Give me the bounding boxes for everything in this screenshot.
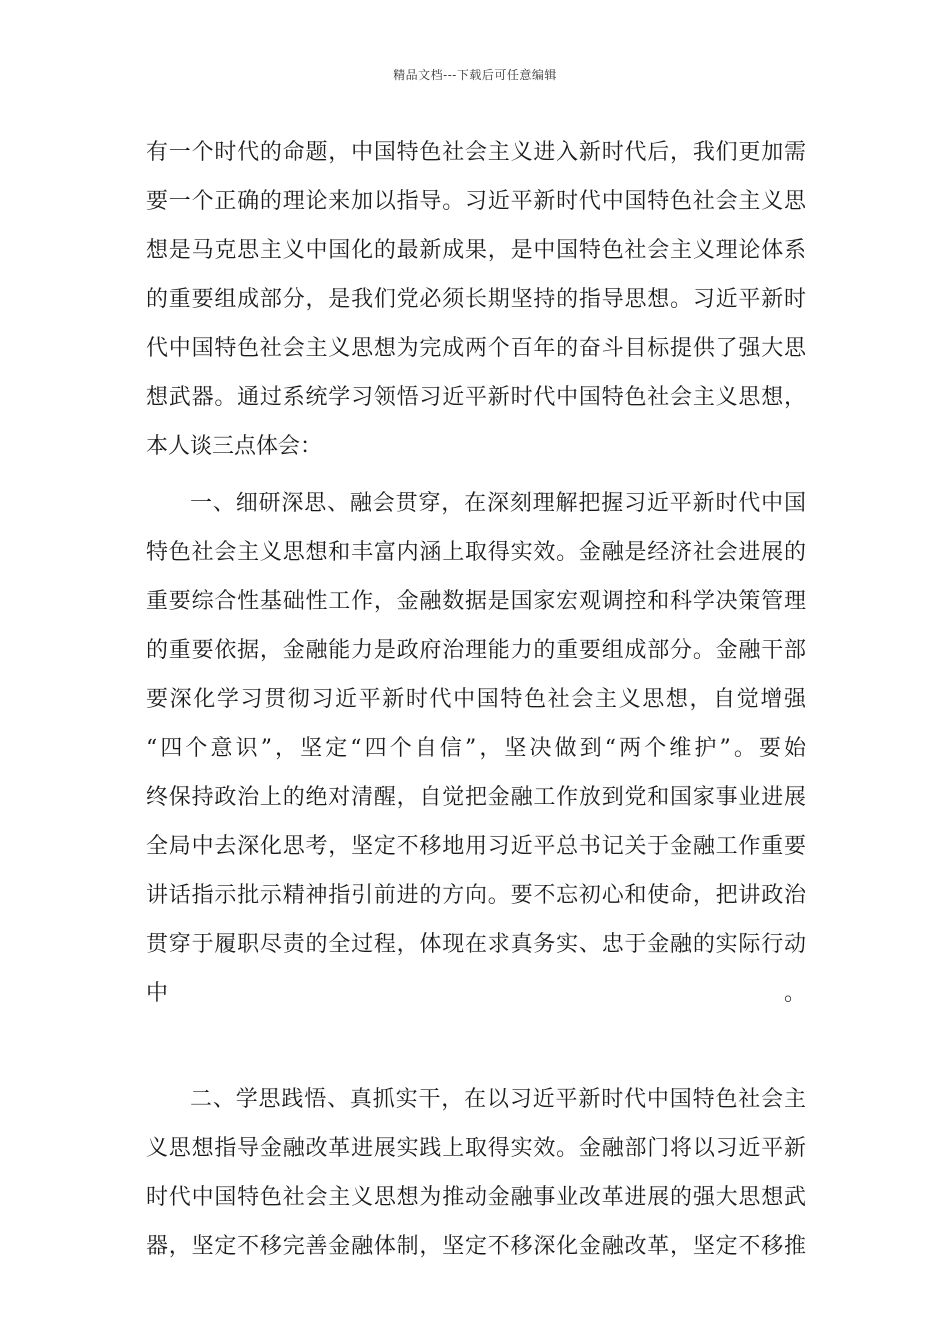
text-line: 讲话指示批示精神指引前进的方向。要不忘初心和使命，把讲政治 bbox=[146, 883, 806, 908]
page-header: 精品文档---下载后可任意编辑 bbox=[393, 68, 557, 82]
paragraph bbox=[146, 128, 806, 471]
paragraph bbox=[146, 1075, 806, 1271]
text-line: 要一个正确的理论来加以指导。习近平新时代中国特色社会主义思 bbox=[146, 189, 806, 214]
text-line: 二、学思践悟、真抓实干，在以习近平新时代中国特色社会主 bbox=[190, 1087, 806, 1112]
text-line bbox=[146, 1018, 806, 1067]
text-line: 全局中去深化思考，坚定不移地用习近平总书记关于金融工作重要 bbox=[146, 834, 806, 859]
text-line: 特色社会主义思想和丰富内涵上取得实效。金融是经济社会进展的 bbox=[146, 540, 806, 565]
paragraph-gap bbox=[146, 471, 806, 479]
text-line: 重要综合性基础性工作，金融数据是国家宏观调控和科学决策管理 bbox=[146, 589, 806, 614]
text-line: 本人谈三点体会： bbox=[146, 434, 323, 459]
text-line: 贯穿于履职尽责的全过程，体现在求真务实、忠于金融的实际行动 bbox=[146, 932, 806, 957]
text-line: 要深化学习贯彻习近平新时代中国特色社会主义思想，自觉增强 bbox=[146, 687, 806, 712]
text-line: 器，坚定不移完善金融体制，坚定不移深化金融改革，坚定不移推 bbox=[146, 1234, 806, 1259]
text-line: 的重要组成部分，是我们党必须长期坚持的指导思想。习近平新时 bbox=[146, 287, 806, 312]
document-body bbox=[146, 128, 806, 1271]
paragraph-gap bbox=[146, 1067, 806, 1075]
text-line: 想是马克思主义中国化的最新成果，是中国特色社会主义理论体系 bbox=[146, 238, 806, 263]
paragraph bbox=[146, 479, 806, 1067]
text-line: 时代中国特色社会主义思想为推动金融事业改革进展的强大思想武 bbox=[146, 1185, 806, 1210]
text-line: 有一个时代的命题，中国特色社会主义进入新时代后，我们更加需 bbox=[146, 140, 806, 165]
text-line: “四个意识”，坚定“四个自信”，坚决做到“两个维护”。要始 bbox=[146, 736, 806, 761]
text-line: 的重要依据，金融能力是政府治理能力的重要组成部分。金融干部 bbox=[146, 638, 806, 663]
text-line: 想武器。通过系统学习领悟习近平新时代中国特色社会主义思想， bbox=[146, 385, 806, 410]
text-line: 代中国特色社会主义思想为完成两个百年的奋斗目标提供了强大思 bbox=[146, 336, 806, 361]
text-line: 一、细研深思、融会贯穿，在深刻理解把握习近平新时代中国 bbox=[190, 491, 806, 516]
text-line: 中。 bbox=[146, 981, 806, 1006]
text-line: 义思想指导金融改革进展实践上取得实效。金融部门将以习近平新 bbox=[146, 1136, 806, 1161]
text-line: 终保持政治上的绝对清醒，自觉把金融工作放到党和国家事业进展 bbox=[146, 785, 806, 810]
